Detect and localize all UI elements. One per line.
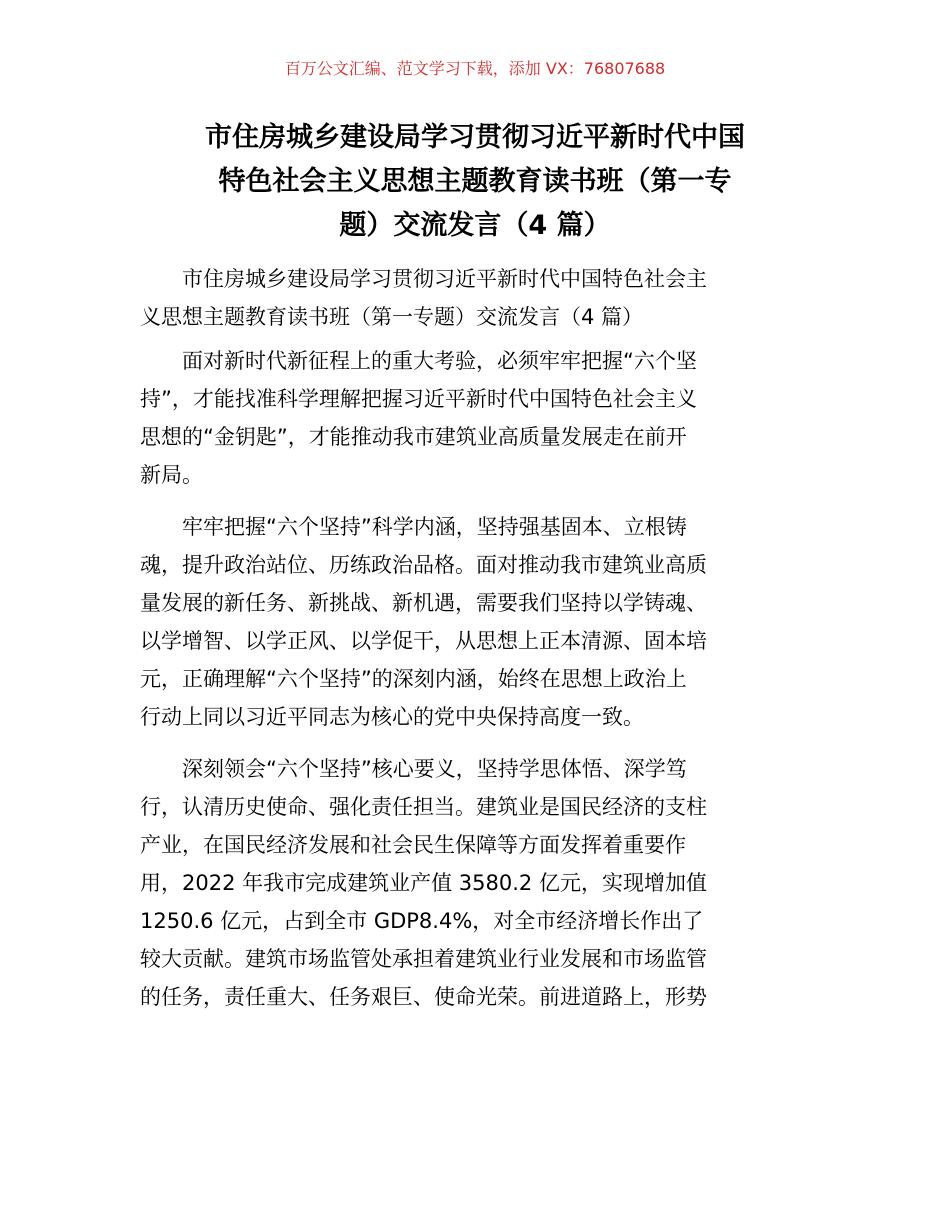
text-line: 量发展的新任务、新挑战、新机遇，需要我们坚持以学铸魂、 (140, 591, 707, 615)
document-title (140, 116, 810, 248)
text-line: 1250.6 亿元，占到全市 GDP8.4%，对全市经济增长作出了 (140, 909, 704, 933)
text-line: 的任务，责任重大、任务艰巨、使命光荣。前进道路上，形势 (140, 985, 707, 1009)
text-line: 深刻领会“六个坚持”核心要义，坚持学思体悟、深学笃 (182, 757, 687, 781)
text-line: 元，正确理解“六个坚持”的深刻内涵，始终在思想上政治上 (140, 667, 687, 691)
text-line: 较大贡献。建筑市场监管处承担着建筑业行业发展和市场监管 (140, 947, 707, 971)
text-line: 市住房城乡建设局学习贯彻习近平新时代中国特色社会主 (182, 267, 707, 291)
text-line: 思想的“金钥匙”，才能推动我市建筑业高质量发展走在前开 (140, 425, 687, 449)
paragraph (140, 750, 810, 1016)
title-line: 题）交流发言（4 篇） (339, 210, 611, 241)
text-line: 用，2022 年我市完成建筑业产值 3580.2 亿元，实现增加值 (140, 871, 707, 895)
paragraph (140, 342, 810, 494)
paragraph (140, 508, 810, 736)
title-line: 市住房城乡建设局学习贯彻习近平新时代中国 (205, 122, 745, 153)
title-line: 特色社会主义思想主题教育读书班（第一专 (218, 166, 732, 197)
header-banner (0, 58, 950, 80)
text-line: 魂，提升政治站位、历练政治品格。面对推动我市建筑业高质 (140, 553, 707, 577)
text-line: 行动上同以习近平同志为核心的党中央保持高度一致。 (140, 705, 644, 729)
header-text: 百万公文汇编、范文学习下载，添加 VX：76807688 (284, 59, 666, 78)
text-line: 行，认清历史使命、强化责任担当。建筑业是国民经济的支柱 (140, 795, 707, 819)
text-line: 义思想主题教育读书班（第一专题）交流发言（4 篇） (140, 305, 644, 329)
text-line: 持”，才能找准科学理解把握习近平新时代中国特色社会主义 (140, 387, 697, 411)
text-line: 以学增智、以学正风、以学促干，从思想上正本清源、固本培 (140, 629, 707, 653)
text-line: 新局。 (140, 463, 203, 487)
text-line: 牢牢把握“六个坚持”科学内涵，坚持强基固本、立根铸 (182, 515, 687, 539)
document-body (140, 260, 810, 1030)
text-line: 面对新时代新征程上的重大考验，必须牢牢把握“六个坚 (182, 349, 697, 373)
text-line: 产业，在国民经济发展和社会民生保障等方面发挥着重要作 (140, 833, 686, 857)
paragraph-subtitle (140, 260, 810, 336)
